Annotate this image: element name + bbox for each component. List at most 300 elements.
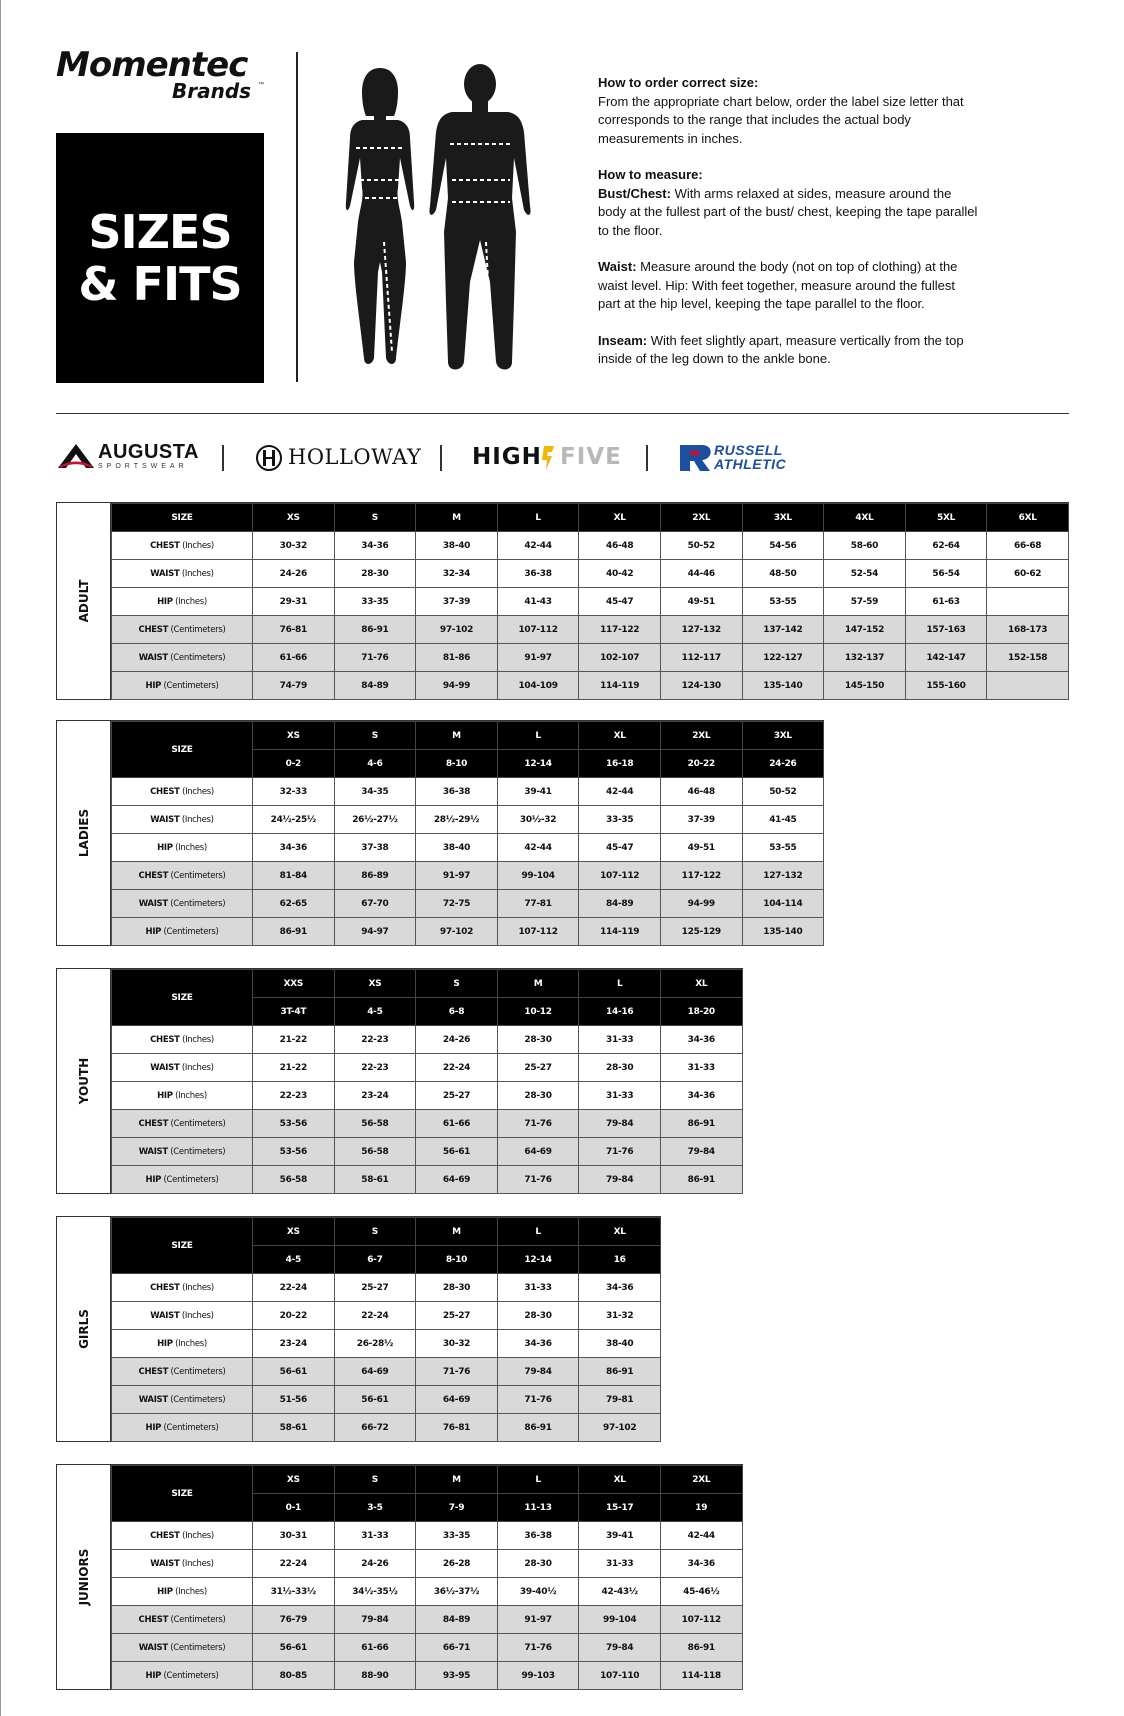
measurement-label — [112, 1414, 253, 1442]
measurement-name: CHEST — [138, 1366, 169, 1377]
measurement-unit: (Centimeters) — [167, 1146, 226, 1157]
waist-text: Measure around the body (not on top of clothing) at the waist level. Hip: With feet together, measure around the fullest part at the hip level, keeping the tape parallel to the floor. — [598, 259, 958, 311]
measurement-name: CHEST — [138, 624, 169, 635]
measurement-value: 64-69 — [416, 1166, 498, 1194]
measurement-name: HIP — [157, 1586, 173, 1597]
measurement-label — [112, 778, 253, 806]
size-header-row — [112, 1218, 661, 1246]
measurement-name: HIP — [157, 842, 173, 853]
measurement-name: WAIST — [150, 814, 180, 825]
measurement-name: HIP — [145, 1670, 162, 1681]
measurement-value: 71-76 — [497, 1110, 579, 1138]
measurement-value: 22-24 — [416, 1054, 498, 1082]
measurement-value — [987, 588, 1069, 616]
measurement-name: CHEST — [150, 540, 180, 551]
measurement-unit: (Centimeters) — [168, 870, 226, 881]
silhouette-icon — [340, 62, 550, 382]
measurement-label — [112, 1634, 253, 1662]
size-header-cell: XS — [253, 722, 335, 750]
measurement-value: 62-65 — [253, 890, 335, 918]
measurement-value: 107-112 — [579, 862, 661, 890]
size-header-cell: M — [416, 1218, 498, 1246]
waist-heading: Waist: — [598, 259, 637, 274]
measurement-value: 117-122 — [579, 616, 661, 644]
measurement-value: 79-84 — [334, 1606, 416, 1634]
measurement-value: 56-58 — [334, 1138, 416, 1166]
measurement-unit: (Inches) — [179, 786, 214, 797]
size-header-cell: S — [334, 722, 416, 750]
measurement-value: 21-22 — [253, 1026, 335, 1054]
measurement-value: 40-42 — [579, 560, 661, 588]
measurement-value: 28-30 — [497, 1026, 579, 1054]
measurement-value: 31-33 — [579, 1550, 661, 1578]
momentec-logo: Momentec — [56, 45, 248, 85]
measurement-name: HIP — [145, 1174, 162, 1185]
measurement-value: 147-152 — [824, 616, 906, 644]
body-measurement-figures — [340, 62, 550, 382]
measurement-value: 48-50 — [742, 560, 824, 588]
measurement-value: 39-40½ — [497, 1578, 579, 1606]
size-header-label: SIZE — [112, 970, 253, 1026]
measurement-value: 84-89 — [579, 890, 661, 918]
measurement-value: 34½-35½ — [334, 1578, 416, 1606]
measurement-value: 42-44 — [497, 532, 579, 560]
measurement-value: 112-117 — [660, 644, 742, 672]
measurement-name: WAIST — [138, 1146, 168, 1157]
measurement-value: 117-122 — [660, 862, 742, 890]
measurement-value: 79-84 — [579, 1634, 661, 1662]
size-header-cell: L — [497, 1466, 579, 1494]
numeric-size-cell: 8-10 — [416, 1246, 498, 1274]
measurement-value: 52-54 — [824, 560, 906, 588]
measurement-value: 39-41 — [497, 778, 579, 806]
measurement-value: 86-91 — [497, 1414, 579, 1442]
order-heading: How to order correct size: — [598, 75, 759, 90]
measurement-value: 122-127 — [742, 644, 824, 672]
category-label — [57, 503, 111, 699]
high-five-logo-five: FIVE — [560, 444, 622, 470]
category-label — [57, 1217, 111, 1441]
measurement-value: 76-81 — [253, 616, 335, 644]
measurement-value: 51-56 — [253, 1386, 335, 1414]
sizes-fits-title-box — [56, 133, 264, 383]
numeric-size-cell: 18-20 — [660, 998, 742, 1026]
augusta-logo-icon — [56, 442, 96, 470]
measurement-unit: (Inches) — [172, 842, 207, 853]
measurement-value: 86-91 — [660, 1634, 742, 1662]
measurement-value: 41-45 — [742, 806, 824, 834]
table-row — [112, 1662, 743, 1690]
measurement-value: 45-47 — [579, 588, 661, 616]
measurement-value: 38-40 — [579, 1330, 661, 1358]
table-row — [112, 1522, 743, 1550]
measurement-unit: (Inches) — [172, 1338, 207, 1349]
table-row — [112, 834, 824, 862]
measurement-unit: (Centimeters) — [167, 1642, 226, 1653]
measurement-value: 39-41 — [579, 1522, 661, 1550]
measurement-label — [112, 1054, 253, 1082]
measurement-value: 84-89 — [416, 1606, 498, 1634]
measurement-value: 61-63 — [905, 588, 987, 616]
section-divider — [56, 413, 1069, 414]
size-header-cell: XXS — [253, 970, 335, 998]
table-row — [112, 890, 824, 918]
measurement-value: 24-26 — [253, 560, 335, 588]
measurement-unit: (Centimeters) — [168, 1614, 226, 1625]
measurement-label — [112, 834, 253, 862]
measurement-unit: (Inches) — [179, 1034, 214, 1045]
size-header-label: SIZE — [112, 504, 253, 532]
measurement-unit: (Centimeters) — [161, 680, 219, 691]
juniors-size-table — [111, 1465, 743, 1690]
measurement-value: 22-24 — [253, 1550, 335, 1578]
measurement-value: 33-35 — [579, 806, 661, 834]
measurement-value: 30-31 — [253, 1522, 335, 1550]
numeric-size-cell: 15-17 — [579, 1494, 661, 1522]
size-header-cell: XL — [579, 1218, 661, 1246]
category-label — [57, 1465, 111, 1689]
table-row — [112, 616, 1069, 644]
measurement-value: 46-48 — [579, 532, 661, 560]
measurement-unit: (Inches) — [179, 540, 214, 551]
measurement-value: 28-30 — [416, 1274, 498, 1302]
brand-separator — [440, 445, 442, 471]
size-header-row — [112, 722, 824, 750]
measurement-value: 26-28½ — [334, 1330, 416, 1358]
measurement-value: 145-150 — [824, 672, 906, 700]
augusta-logo-sub: SPORTSWEAR — [98, 463, 188, 470]
numeric-size-cell: 20-22 — [660, 750, 742, 778]
measurement-value: 107-112 — [497, 918, 579, 946]
table-row — [112, 862, 824, 890]
table-row — [112, 644, 1069, 672]
numeric-size-cell: 3T-4T — [253, 998, 335, 1026]
table-row — [112, 1274, 661, 1302]
measurement-unit: (Inches) — [179, 1282, 214, 1293]
russell-line1: RUSSELL — [714, 442, 783, 458]
measurement-name: HIP — [157, 596, 173, 607]
measurement-label — [112, 644, 253, 672]
measurement-unit: (Inches) — [172, 596, 207, 607]
measurement-value: 25-27 — [416, 1082, 498, 1110]
measurement-label — [112, 560, 253, 588]
bust-text: With arms relaxed at sides, measure around the body at the fullest part of the bust/ chest, keeping the tape parallel to the floor. — [598, 185, 978, 238]
russell-athletic-logo — [714, 443, 786, 471]
measurement-label — [112, 616, 253, 644]
table-row — [112, 778, 824, 806]
measurement-value: 28½-29½ — [416, 806, 498, 834]
measurement-value: 79-81 — [579, 1386, 661, 1414]
measurement-value: 66-71 — [416, 1634, 498, 1662]
measurement-value: 127-132 — [742, 862, 824, 890]
measurement-value: 127-132 — [660, 616, 742, 644]
ladies-size-chart — [56, 720, 824, 946]
measurement-name: CHEST — [150, 786, 180, 797]
measurement-label — [112, 1578, 253, 1606]
size-header-cell: XS — [253, 504, 335, 532]
measurement-value: 31-33 — [579, 1026, 661, 1054]
measurement-label — [112, 862, 253, 890]
measurement-value: 152-158 — [987, 644, 1069, 672]
measurement-unit: (Inches) — [172, 1090, 207, 1101]
measurement-value: 114-119 — [579, 918, 661, 946]
measurement-value: 57-59 — [824, 588, 906, 616]
measurement-label — [112, 532, 253, 560]
table-row — [112, 1578, 743, 1606]
measurement-value: 84-89 — [334, 672, 416, 700]
measurement-value: 26-28 — [416, 1550, 498, 1578]
measurement-value: 28-30 — [579, 1054, 661, 1082]
numeric-size-cell: 16-18 — [579, 750, 661, 778]
measurement-value: 79-84 — [579, 1110, 661, 1138]
measurement-label — [112, 1138, 253, 1166]
measurement-value: 102-107 — [579, 644, 661, 672]
measurement-value: 58-60 — [824, 532, 906, 560]
russell-athletic-logo-icon — [678, 443, 712, 473]
measurement-value: 41-43 — [497, 588, 579, 616]
size-header-label: SIZE — [112, 1466, 253, 1522]
measurement-value: 135-140 — [742, 672, 824, 700]
measurement-value: 99-104 — [497, 862, 579, 890]
measurement-value: 76-79 — [253, 1606, 335, 1634]
measurement-label — [112, 1026, 253, 1054]
measurement-value: 168-173 — [987, 616, 1069, 644]
numeric-size-cell: 3-5 — [334, 1494, 416, 1522]
size-header-cell: XS — [253, 1218, 335, 1246]
size-header-row — [112, 1466, 743, 1494]
measurement-value: 93-95 — [416, 1662, 498, 1690]
measurement-unit: (Inches) — [179, 1530, 214, 1541]
measurement-value: 23-24 — [253, 1330, 335, 1358]
measurement-value: 125-129 — [660, 918, 742, 946]
measurement-value: 107-112 — [497, 616, 579, 644]
measurement-value: 38-40 — [416, 532, 498, 560]
measurement-value: 91-97 — [497, 1606, 579, 1634]
table-row — [112, 1330, 661, 1358]
measurement-value: 34-36 — [497, 1330, 579, 1358]
measurement-value: 86-89 — [334, 862, 416, 890]
measurement-value: 24½-25½ — [253, 806, 335, 834]
measurement-name: WAIST — [150, 1310, 180, 1321]
category-label-text: YOUTH — [76, 1057, 91, 1105]
measurement-value: 36-38 — [416, 778, 498, 806]
measurement-name: CHEST — [138, 870, 169, 881]
numeric-size-cell: 19 — [660, 1494, 742, 1522]
measurement-value: 31-33 — [334, 1522, 416, 1550]
numeric-size-cell: 11-13 — [497, 1494, 579, 1522]
numeric-size-cell: 24-26 — [742, 750, 824, 778]
measurement-label — [112, 806, 253, 834]
measurement-value: 36-38 — [497, 560, 579, 588]
table-row — [112, 1634, 743, 1662]
measurement-value: 34-36 — [579, 1274, 661, 1302]
measurement-value: 49-51 — [660, 588, 742, 616]
measurement-value: 56-61 — [416, 1138, 498, 1166]
measurement-label — [112, 890, 253, 918]
measurement-value: 34-36 — [334, 532, 416, 560]
measurement-unit: (Centimeters) — [167, 898, 226, 909]
numeric-size-cell: 6-8 — [416, 998, 498, 1026]
measurement-value: 114-118 — [660, 1662, 742, 1690]
table-row — [112, 560, 1069, 588]
measurement-value: 72-75 — [416, 890, 498, 918]
numeric-size-cell: 8-10 — [416, 750, 498, 778]
measurement-value: 66-68 — [987, 532, 1069, 560]
measurement-value: 53-56 — [253, 1110, 335, 1138]
girls-size-chart — [56, 1216, 661, 1442]
measurement-value: 45-46½ — [660, 1578, 742, 1606]
measurement-value: 71-76 — [497, 1634, 579, 1662]
numeric-size-cell: 6-7 — [334, 1246, 416, 1274]
title-sizes: SIZES — [88, 205, 232, 259]
measurement-name: WAIST — [138, 1394, 168, 1405]
measurement-value: 25-27 — [334, 1274, 416, 1302]
measurement-label — [112, 1606, 253, 1634]
table-row — [112, 1386, 661, 1414]
numeric-size-cell: 14-16 — [579, 998, 661, 1026]
measurement-value: 81-86 — [416, 644, 498, 672]
measurement-value: 71-76 — [334, 644, 416, 672]
holloway-logo-icon — [255, 444, 283, 472]
russell-line2: ATHLETIC — [714, 456, 787, 472]
measurement-value: 45-47 — [579, 834, 661, 862]
measurement-value: 29-31 — [253, 588, 335, 616]
measurement-value: 114-119 — [579, 672, 661, 700]
measurement-instructions — [598, 74, 978, 387]
measurement-value: 86-91 — [660, 1110, 742, 1138]
measurement-value: 54-56 — [742, 532, 824, 560]
measurement-label — [112, 1662, 253, 1690]
measurement-unit: (Inches) — [179, 814, 214, 825]
measurement-label — [112, 1082, 253, 1110]
high-five-bolt-icon — [538, 444, 556, 472]
measurement-value: 31-33 — [579, 1082, 661, 1110]
size-header-cell: L — [497, 722, 579, 750]
size-header-cell: XS — [334, 970, 416, 998]
measurement-unit: (Centimeters) — [167, 652, 226, 663]
measurement-value: 44-46 — [660, 560, 742, 588]
measurement-value: 88-90 — [334, 1662, 416, 1690]
adult-size-table — [111, 503, 1069, 700]
numeric-size-cell: 4-5 — [253, 1246, 335, 1274]
size-header-row — [112, 970, 743, 998]
title-fits: & FITS — [78, 257, 242, 311]
order-text: From the appropriate chart below, order the label size letter that corresponds to the range that includes the actual body measurements in inches. — [598, 93, 964, 146]
measurement-value: 71-76 — [416, 1358, 498, 1386]
measurement-value: 31½-33½ — [253, 1578, 335, 1606]
measurement-unit: (Centimeters) — [168, 1366, 226, 1377]
measurement-value: 56-58 — [334, 1110, 416, 1138]
table-row — [112, 1302, 661, 1330]
measurement-value: 23-24 — [334, 1082, 416, 1110]
measurement-label — [112, 1550, 253, 1578]
measurement-value: 132-137 — [824, 644, 906, 672]
measurement-unit: (Inches) — [179, 1310, 214, 1321]
measurement-name: CHEST — [150, 1530, 180, 1541]
size-header-cell: XL — [579, 504, 661, 532]
table-row — [112, 1026, 743, 1054]
measurement-value: 22-23 — [253, 1082, 335, 1110]
adult-size-chart — [56, 502, 1069, 700]
measurement-value: 42-44 — [497, 834, 579, 862]
logo-trademark: ™ — [258, 82, 264, 88]
size-header-cell: XL — [579, 722, 661, 750]
category-label — [57, 969, 111, 1193]
measurement-value: 61-66 — [416, 1110, 498, 1138]
numeric-size-cell: 4-5 — [334, 998, 416, 1026]
measurement-value: 36½-37½ — [416, 1578, 498, 1606]
measurement-name: WAIST — [150, 1558, 180, 1569]
measurement-label — [112, 1330, 253, 1358]
measurement-value: 135-140 — [742, 918, 824, 946]
measurement-value: 24-26 — [334, 1550, 416, 1578]
measurement-name: HIP — [157, 1338, 173, 1349]
measurement-value: 21-22 — [253, 1054, 335, 1082]
table-row — [112, 1414, 661, 1442]
measurement-value: 25-27 — [416, 1302, 498, 1330]
table-row — [112, 1606, 743, 1634]
measurement-value: 28-30 — [497, 1082, 579, 1110]
measurement-value: 58-61 — [334, 1166, 416, 1194]
measurement-value: 97-102 — [416, 918, 498, 946]
brand-separator — [646, 445, 648, 471]
numeric-size-cell: 12-14 — [497, 750, 579, 778]
measurement-unit: (Centimeters) — [167, 1394, 226, 1405]
measurement-value: 61-66 — [253, 644, 335, 672]
table-row — [112, 918, 824, 946]
measurement-value — [987, 672, 1069, 700]
measurement-value: 61-66 — [334, 1634, 416, 1662]
measurement-value: 71-76 — [579, 1138, 661, 1166]
measurement-value: 94-99 — [660, 890, 742, 918]
inseam-text: With feet slightly apart, measure vertically from the top inside of the leg down to the ankle bone. — [598, 332, 964, 366]
size-header-cell: L — [579, 970, 661, 998]
measurement-value: 36-38 — [497, 1522, 579, 1550]
table-row — [112, 806, 824, 834]
measurement-unit: (Inches) — [179, 1558, 214, 1569]
augusta-logo: AUGUSTA — [98, 441, 199, 463]
measurement-value: 33-35 — [416, 1522, 498, 1550]
measurement-value: 56-58 — [253, 1166, 335, 1194]
measurement-value: 62-64 — [905, 532, 987, 560]
measurement-label — [112, 1522, 253, 1550]
measurement-value: 94-99 — [416, 672, 498, 700]
measurement-value: 22-24 — [253, 1274, 335, 1302]
measurement-value: 37-38 — [334, 834, 416, 862]
size-header-cell: 2XL — [660, 1466, 742, 1494]
bust-heading: Bust/Chest: — [598, 185, 671, 201]
measurement-value: 56-61 — [334, 1386, 416, 1414]
table-row — [112, 532, 1069, 560]
numeric-size-cell: 0-2 — [253, 750, 335, 778]
measurement-value: 79-84 — [579, 1166, 661, 1194]
measurement-unit: (Centimeters) — [161, 1422, 219, 1433]
measurement-unit: (Inches) — [179, 568, 214, 579]
measurement-label — [112, 1166, 253, 1194]
category-label — [57, 721, 111, 945]
measurement-value: 67-70 — [334, 890, 416, 918]
measurement-unit: (Inches) — [172, 1586, 207, 1597]
size-header-cell: M — [416, 1466, 498, 1494]
measurement-value: 50-52 — [742, 778, 824, 806]
measurement-value: 46-48 — [660, 778, 742, 806]
size-header-cell: M — [497, 970, 579, 998]
measurement-value: 86-91 — [660, 1166, 742, 1194]
measurement-unit: (Inches) — [179, 1062, 214, 1073]
size-header-cell: 2XL — [660, 722, 742, 750]
measurement-unit: (Centimeters) — [161, 1670, 219, 1681]
measurement-value: 104-109 — [497, 672, 579, 700]
